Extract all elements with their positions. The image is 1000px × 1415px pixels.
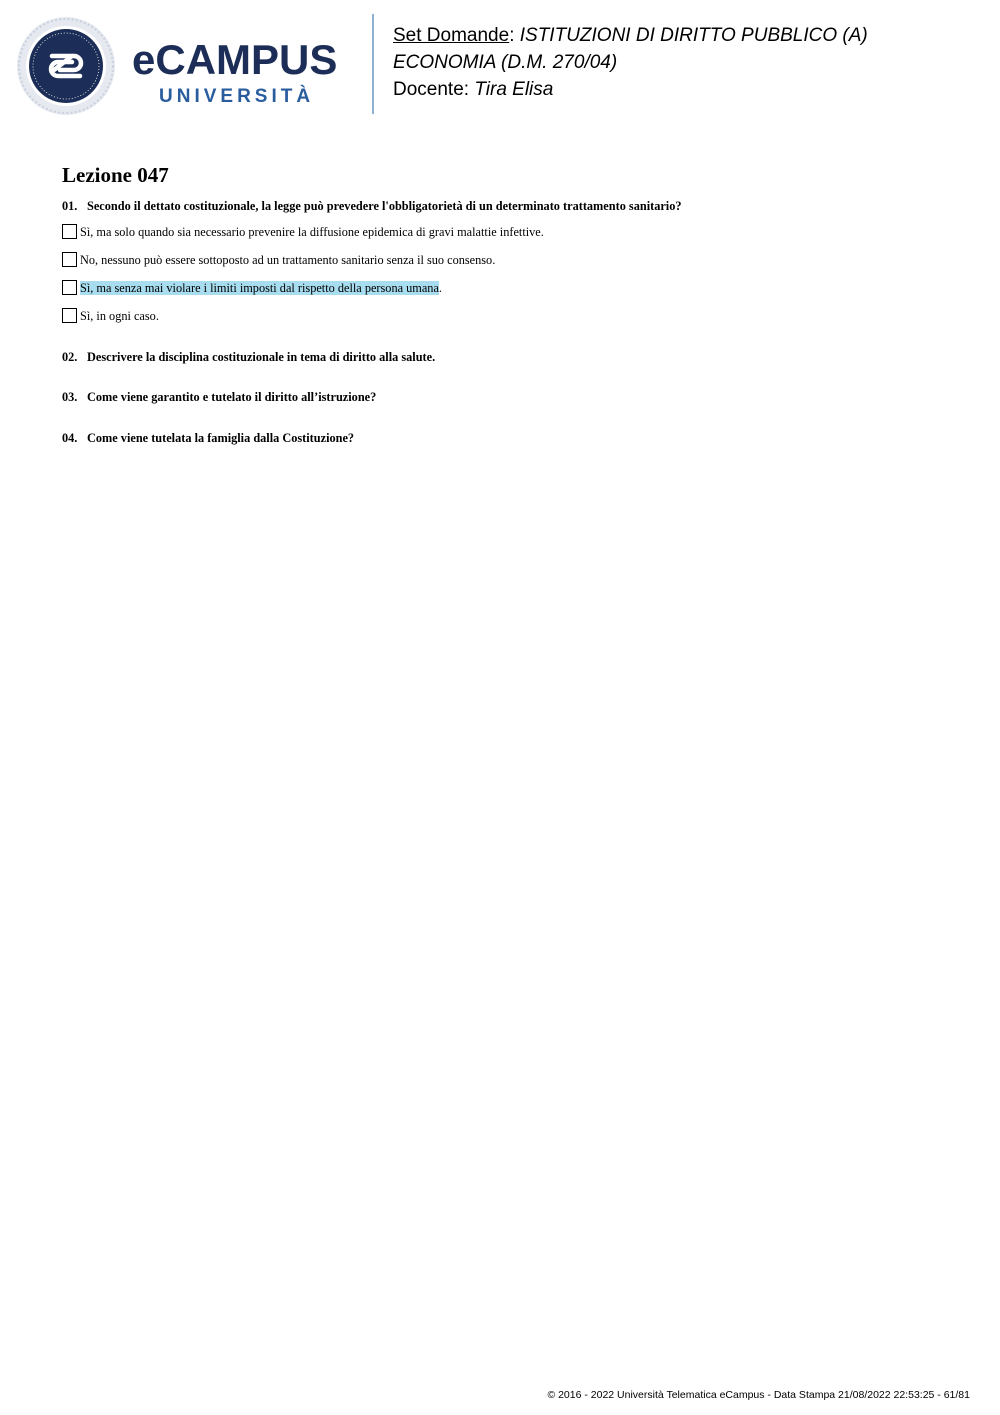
highlighted-answer-text: Sì, ma senza mai violare i limiti imposti dal rispetto della persona umana bbox=[80, 281, 439, 295]
set-label: Set Domande bbox=[393, 25, 510, 46]
page-footer: © 2016 - 2022 Università Telematica eCampus - Data Stampa 21/08/2022 22:53:25 - 61/81 bbox=[547, 1389, 970, 1401]
answer-option-text: No, nessuno può essere sottoposto ad un trattamento sanitario senza il suo consenso. bbox=[80, 253, 496, 267]
answer-option-text bbox=[80, 280, 442, 296]
brand-subtitle: UNIVERSITÀ bbox=[159, 86, 315, 107]
question-02 bbox=[62, 349, 435, 365]
answer-checkbox[interactable] bbox=[62, 280, 77, 295]
brand-wordmark bbox=[132, 36, 358, 116]
question-03 bbox=[62, 389, 376, 405]
ecampus-seal-logo bbox=[16, 16, 116, 116]
question-text: Descrivere la disciplina costituzionale in tema di diritto alla salute. bbox=[87, 350, 436, 364]
answer-checkbox[interactable] bbox=[62, 308, 77, 323]
question-number: 04. bbox=[62, 431, 78, 445]
header-divider bbox=[372, 14, 374, 114]
question-01 bbox=[62, 198, 682, 214]
question-text: Come viene tutelata la famiglia dalla Costituzione? bbox=[87, 431, 355, 445]
teacher-line bbox=[393, 76, 983, 103]
question-text: Come viene garantito e tutelato il diritto all’istruzione? bbox=[87, 390, 377, 404]
course-info bbox=[393, 22, 983, 103]
answer-option-suffix: . bbox=[438, 281, 442, 295]
set-separator: : bbox=[509, 25, 515, 46]
brand-name: eCAMPUS bbox=[132, 36, 338, 83]
course-name-2: ECONOMIA (D.M. 270/04) bbox=[393, 52, 618, 73]
page-header bbox=[0, 0, 1000, 130]
answer-option-text: Sì, in ogni caso. bbox=[80, 309, 159, 323]
answer-checkbox[interactable] bbox=[62, 252, 77, 267]
question-number: 03. bbox=[62, 390, 78, 404]
answer-option-text: Sì, ma solo quando sia necessario prevenire la diffusione epidemica di gravi malattie infettive. bbox=[80, 225, 544, 239]
question-text: Secondo il dettato costituzionale, la legge può prevedere l'obbligatorietà di un determinato trattamento sanitario? bbox=[87, 199, 682, 213]
teacher-name: Tira Elisa bbox=[474, 79, 554, 100]
question-number: 02. bbox=[62, 350, 78, 364]
answer-checkbox[interactable] bbox=[62, 224, 77, 239]
lesson-title: Lezione 047 bbox=[62, 163, 169, 187]
course-name-1: ISTITUZIONI DI DIRITTO PUBBLICO (A) bbox=[519, 25, 868, 46]
course-line-1 bbox=[393, 22, 983, 49]
question-number: 01. bbox=[62, 199, 78, 213]
question-04 bbox=[62, 430, 354, 446]
teacher-label: Docente: bbox=[393, 79, 470, 100]
